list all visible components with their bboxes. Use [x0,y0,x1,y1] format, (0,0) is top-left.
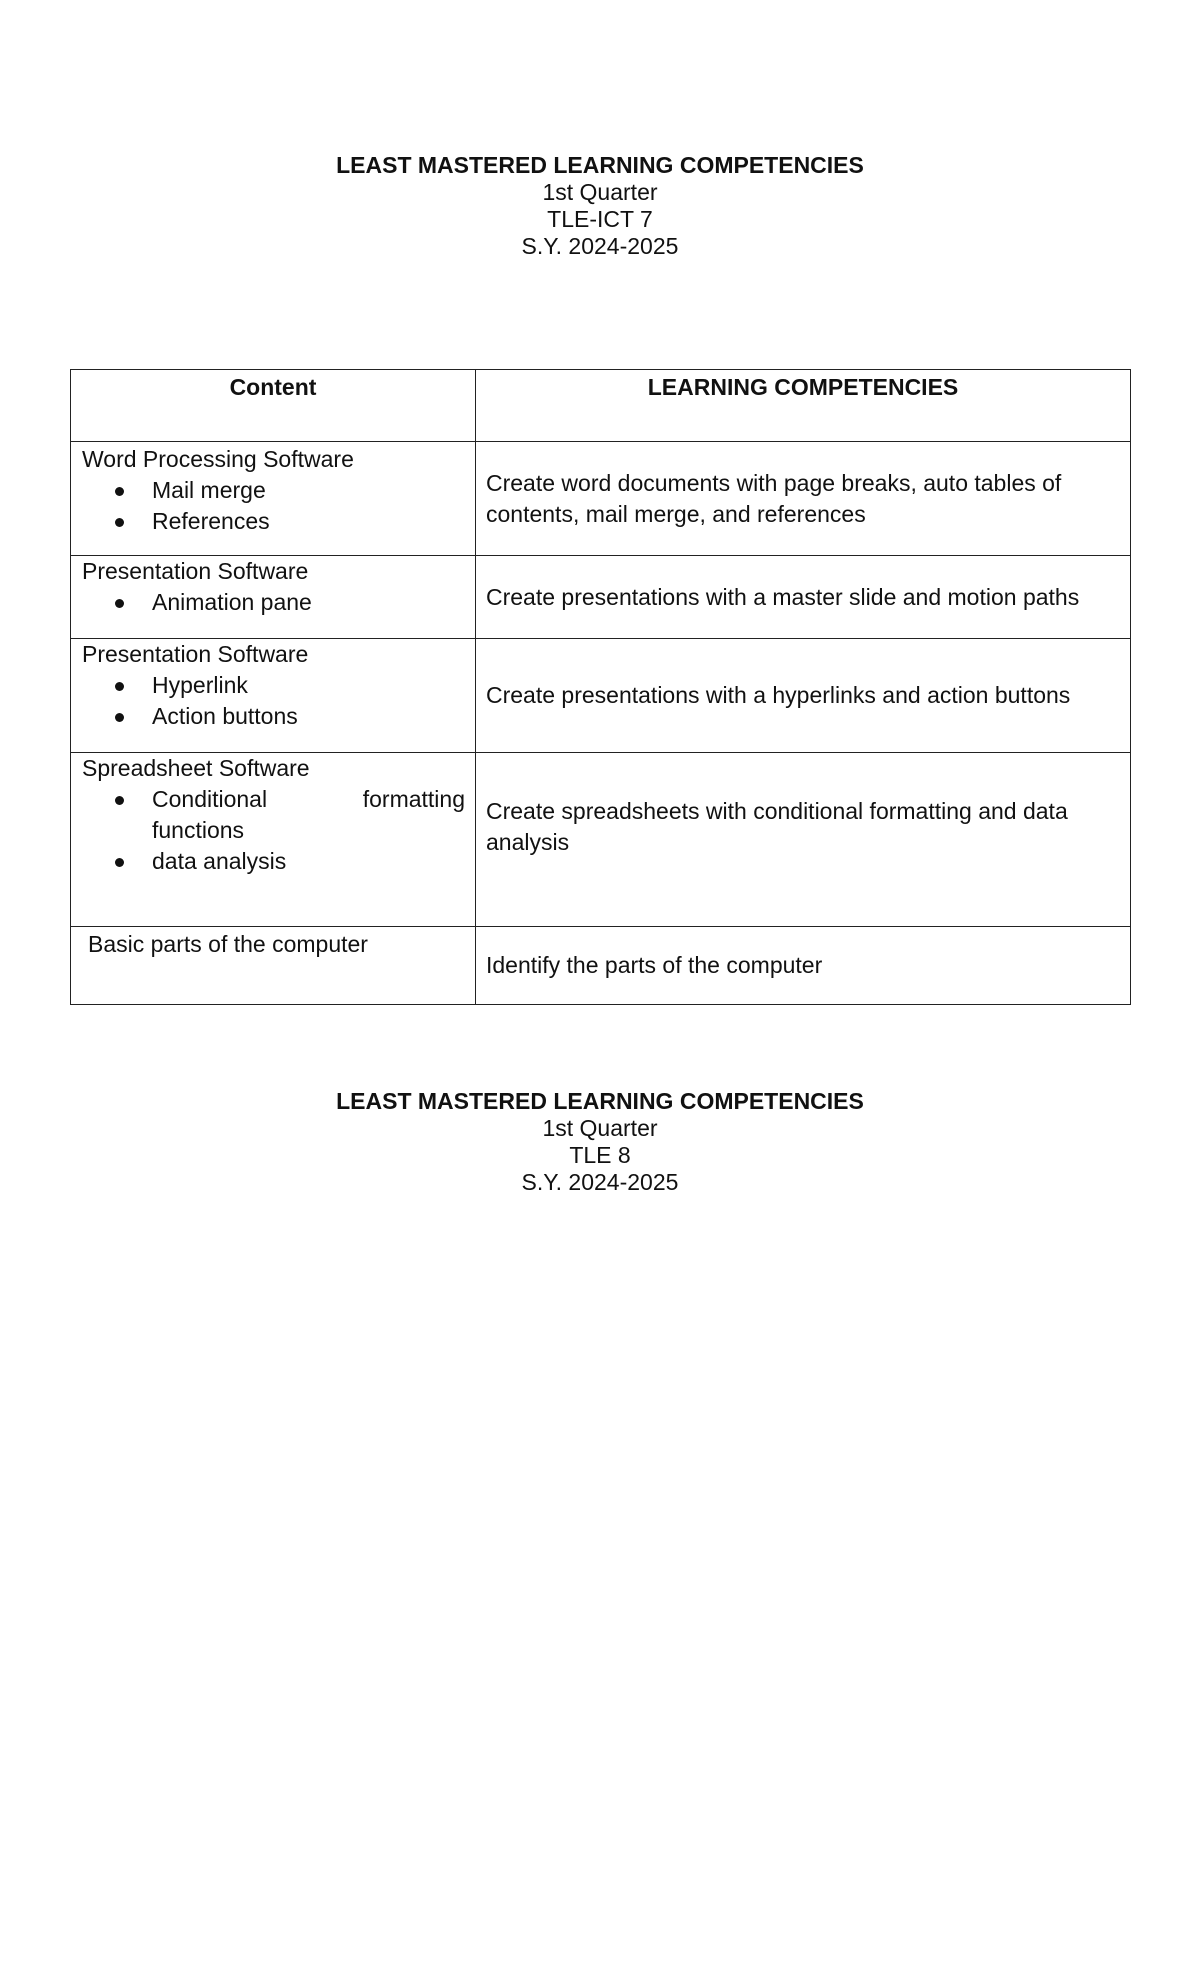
bullet-icon [115,599,124,608]
content-title: Basic parts of the computer [88,931,368,957]
competency-cell: Create presentations with a master slide and motion paths [476,556,1131,639]
content-title: Presentation Software [82,641,309,667]
heading-subject: TLE 8 [569,1142,631,1168]
competency-cell: Create spreadsheets with conditional formatting and data analysis [476,753,1131,927]
header-learning-competencies: LEARNING COMPETENCIES [476,370,1131,442]
content-title: Presentation Software [82,558,309,584]
content-cell [71,639,476,753]
document-heading-tle-ict-7 [0,152,1200,260]
bullet-icon [115,858,124,867]
bullet-icon [115,487,124,496]
competencies-table [70,369,1131,1005]
heading-subject: TLE-ICT 7 [547,206,653,232]
bullet-icon [115,713,124,722]
table-row [71,442,1131,556]
heading-quarter: 1st Quarter [542,179,658,205]
header-content: Content [71,370,476,442]
content-bullets [82,784,465,877]
list-item: Animation pane [82,587,465,618]
list-item: Hyperlink [82,670,465,701]
content-cell [71,927,476,1005]
content-cell [71,556,476,639]
list-item: References [82,506,465,537]
content-cell [71,753,476,927]
bullet-icon [115,518,124,527]
table-row [71,927,1131,1005]
content-title: Word Processing Software [82,446,354,472]
content-cell [71,442,476,556]
bullet-icon [115,796,124,805]
list-item: data analysis [82,846,465,877]
list-item: Conditional formatting functions [82,784,465,846]
heading-title: LEAST MASTERED LEARNING COMPETENCIES [336,152,864,178]
content-bullets [82,587,465,618]
list-item: Action buttons [82,701,465,732]
competency-cell: Create word documents with page breaks, auto tables of contents, mail merge, and references [476,442,1131,556]
heading-school-year: S.Y. 2024-2025 [521,233,679,259]
document-heading-tle-8 [0,1088,1200,1196]
heading-school-year: S.Y. 2024-2025 [521,1169,679,1195]
table-row [71,639,1131,753]
bullet-icon [115,682,124,691]
table-row [71,556,1131,639]
content-bullets [82,670,465,732]
table-row [71,753,1131,927]
competency-cell: Create presentations with a hyperlinks and action buttons [476,639,1131,753]
content-title: Spreadsheet Software [82,755,310,781]
table-header-row [71,370,1131,442]
list-item: Mail merge [82,475,465,506]
heading-quarter: 1st Quarter [542,1115,658,1141]
content-bullets [82,475,465,537]
heading-title: LEAST MASTERED LEARNING COMPETENCIES [336,1088,864,1114]
competency-cell: Identify the parts of the computer [476,927,1131,1005]
